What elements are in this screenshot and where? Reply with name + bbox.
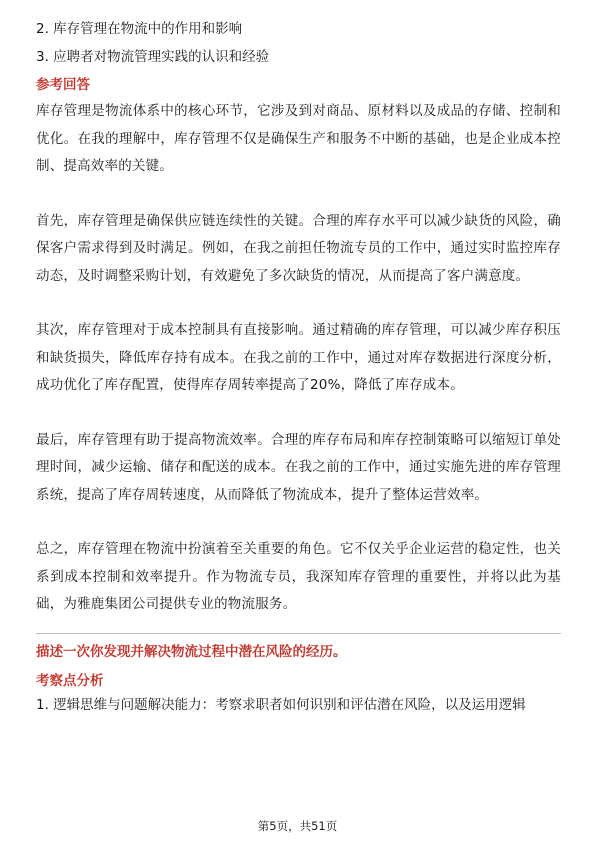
answer-paragraph-first: 首先，库存管理是确保供应链连续性的关键。合理的库存水平可以减少缺货的风险，确保客户需求得到及时满足。例如，在我之前担任物流专员的工作中，通过实时监控库存动态，及时调整采购计划，有效避免了多次缺货的情况，从而提高了客户满意度。 bbox=[36, 212, 561, 284]
answer-heading: 参考回答 bbox=[36, 77, 90, 93]
analysis-heading: 考察点分析 bbox=[36, 672, 104, 689]
list-item-2: 2. 库存管理在物流中的作用和影响 bbox=[36, 21, 243, 37]
answer-paragraph-conclusion: 总之，库存管理在物流中扮演着至关重要的角色。它不仅关乎企业运营的稳定性，也关系到成本控制和效率提升。作为物流专员，我深知库存管理的重要性，并将以此为基础，为雅鹿集团公司提供专业的物流服务。 bbox=[36, 541, 561, 612]
answer-paragraph-last: 最后，库存管理有助于提高物流效率。合理的库存布局和库存控制策略可以缩短订单处理时间，减少运输、储存和配送的成本。在我之前的工作中，通过实施先进的库存管理系统，提高了库存周转速度，从而降低了物流成本，提升了整体运营效率。 bbox=[36, 431, 561, 503]
analysis-item-1: 1. 逻辑思维与问题解决能力：考察求职者如何识别和评估潜在风险，以及运用逻辑 bbox=[36, 696, 526, 713]
list-item-3: 3. 应聘者对物流管理实践的认识和经验 bbox=[36, 49, 270, 65]
section-divider bbox=[36, 633, 561, 634]
page-number: 第5页，共51页 bbox=[257, 819, 338, 833]
answer-paragraph-intro: 库存管理是物流体系中的核心环节，它涉及到对商品、原材料以及成品的存储、控制和优化。在我的理解中，库存管理不仅是确保生产和服务不中断的基础，也是企业成本控制、提高效率的关键。 bbox=[36, 103, 561, 174]
page-content bbox=[36, 18, 561, 722]
answer-paragraph-second: 其次，库存管理对于成本控制具有直接影响。通过精确的库存管理，可以减少库存积压和缺货损失，降低库存持有成本。在我之前的工作中，通过对库存数据进行深度分析，成功优化了库存配置，使得库存周转率提高了20%，降低了库存成本。 bbox=[36, 322, 561, 393]
question-title: 描述一次你发现并解决物流过程中潜在风险的经历。 bbox=[36, 643, 347, 660]
